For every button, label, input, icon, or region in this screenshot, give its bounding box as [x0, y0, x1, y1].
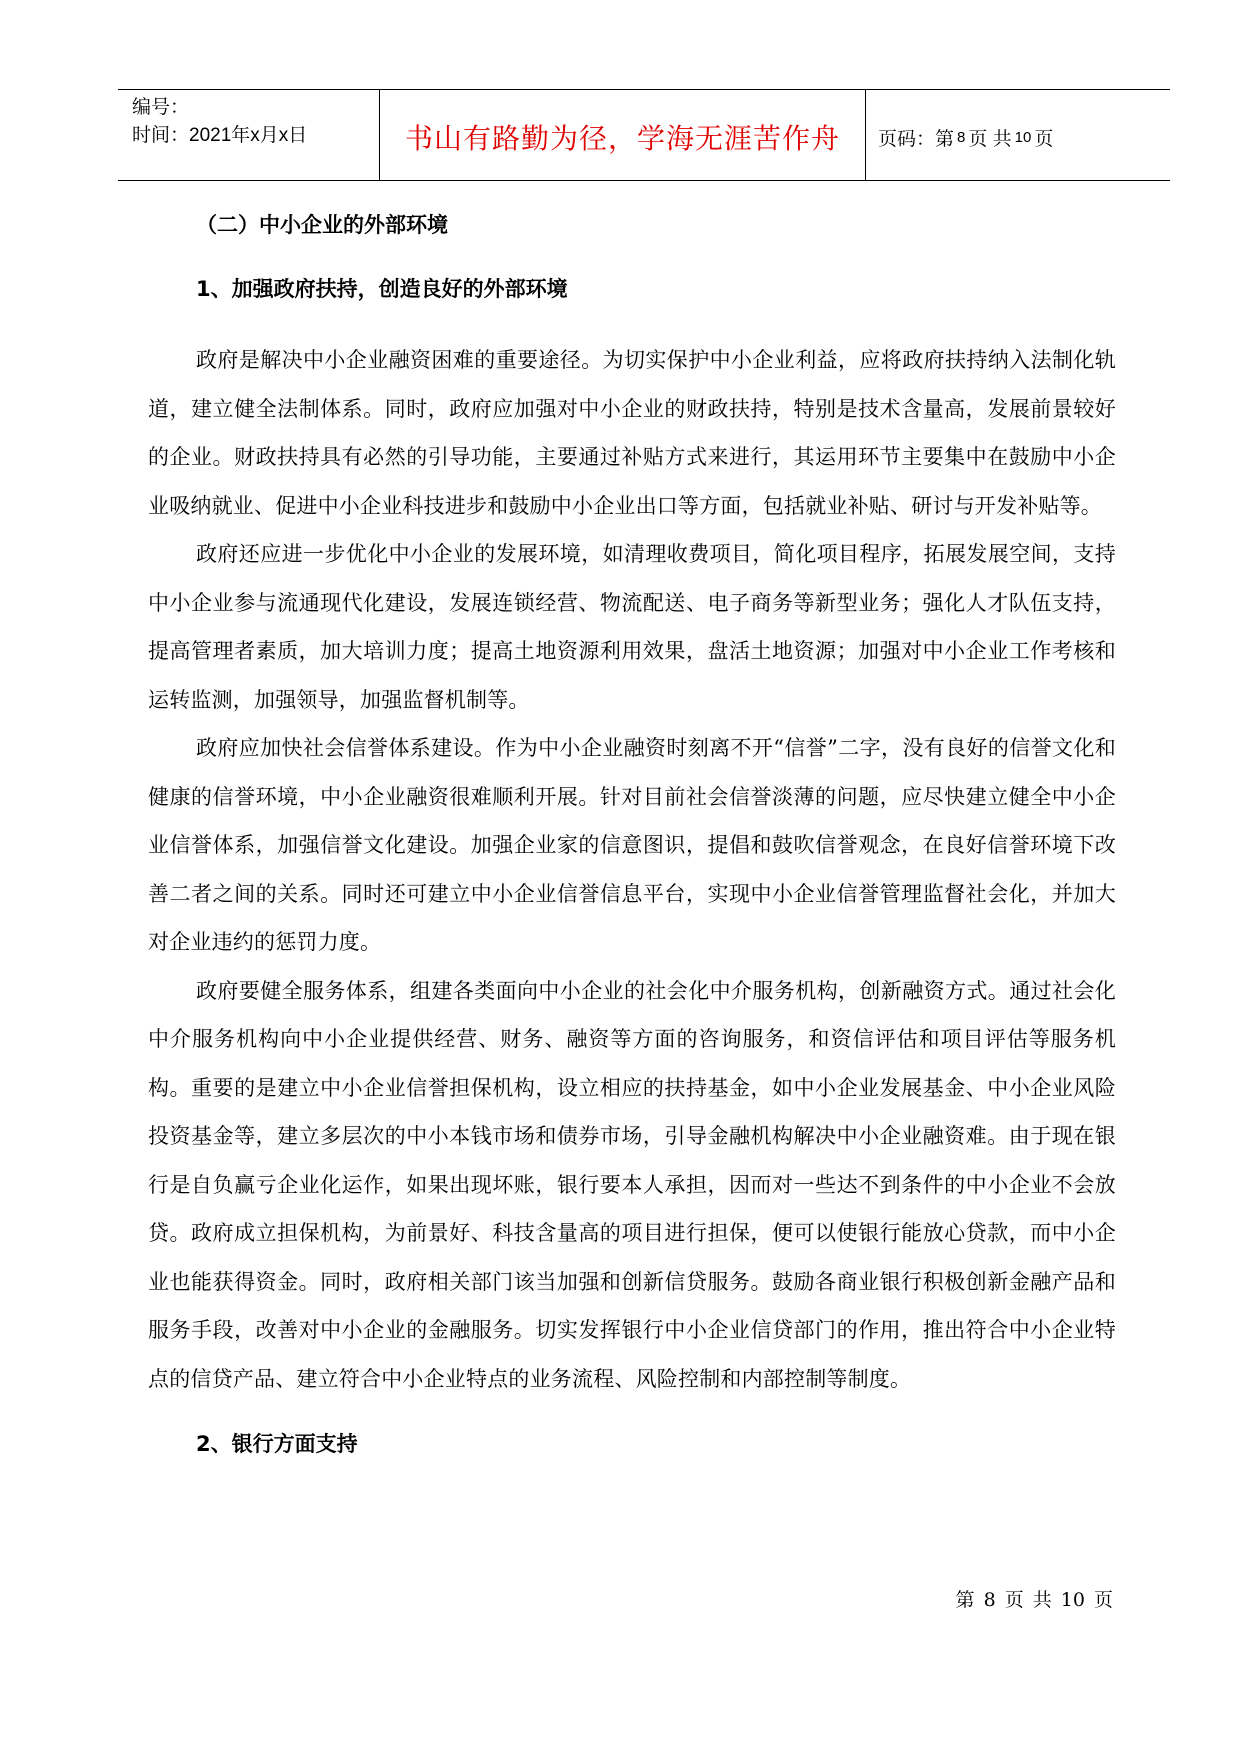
- page-mid: 页 共: [968, 128, 1012, 150]
- page-total: 10: [1014, 128, 1032, 146]
- page-footer: 第 8 页 共 10 页: [955, 1589, 1113, 1611]
- page-header: [118, 89, 1170, 181]
- document-time: 时间：2021年x月x日: [132, 125, 308, 146]
- header-page-number: [866, 90, 1170, 180]
- paragraph-4: 政府要健全服务体系，组建各类面向中小企业的社会化中介服务机构，创新融资方式。通过社会化中介服务机构向中小企业提供经营、财务、融资等方面的咨询服务，和资信评估和项目评估等服务机构。重要的是建立中小企业信誉担保机构，设立相应的扶持基金，如中小企业发展基金、中小企业风险投资基金等，建立多层次的中小本钱市场和债券市场，引导金融机构解决中小企业融资难。由于现在银行是自负赢亏企业化运作，如果出现坏账，银行要本人承担，因而对一些达不到条件的中小企业不会放贷。政府成立担保机构，为前景好、科技含量高的项目进行担保，便可以使银行能放心贷款，而中小企业也能获得资金。同时，政府相关部门该当加强和创新信贷服务。鼓励各商业银行积极创新金融产品和服务手段，改善对中小企业的金融服务。切实发挥银行中小企业信贷部门的作用，推出符合中小企业特点的信贷产品、建立符合中小企业特点的业务流程、风险控制和内部控制等制度。: [148, 978, 1116, 1391]
- sub-heading-1: 1、加强政府扶持，创造良好的外部环境: [196, 277, 568, 301]
- document-body: [148, 210, 1116, 1459]
- paragraph-1: 政府是解决中小企业融资困难的重要途径。为切实保护中小企业利益，应将政府扶持纳入法制化轨道，建立健全法制体系。同时，政府应加强对中小企业的财政扶持，特别是技术含量高，发展前景较好的企业。财政扶持具有必然的引导功能，主要通过补贴方式来进行，其运用环节主要集中在鼓励中小企业吸纳就业、促进中小企业科技进步和鼓励中小企业出口等方面，包括就业补贴、研讨与开发补贴等。: [148, 348, 1116, 518]
- paragraph-2: 政府还应进一步优化中小企业的发展环境，如清理收费项目，简化项目程序，拓展发展空间，支持中小企业参与流通现代化建设，发展连锁经营、物流配送、电子商务等新型业务；强化人才队伍支持，提高管理者素质，加大培训力度；提高土地资源利用效果，盘活土地资源；加强对中小企业工作考核和运转监测，加强领导，加强监督机制等。: [148, 542, 1116, 712]
- page-current: 8: [957, 128, 966, 146]
- header-motto: 书山有路勤为径，学海无涯苦作舟: [380, 90, 866, 180]
- paragraph-3: 政府应加快社会信誉体系建设。作为中小企业融资时刻离不开“信誉”二字，没有良好的信誉文化和健康的信誉环境，中小企业融资很难顺利开展。针对目前社会信誉淡薄的问题，应尽快建立健全中小企业信誉体系，加强信誉文化建设。加强企业家的信意图识，提倡和鼓吹信誉观念，在良好信誉环境下改善二者之间的关系。同时还可建立中小企业信誉信息平台，实现中小企业信誉管理监督社会化，并加大对企业违约的惩罚力度。: [148, 736, 1116, 954]
- header-meta: [118, 90, 380, 180]
- section-heading: （二）中小企业的外部环境: [196, 213, 448, 237]
- document-number-label: 编号：: [132, 97, 190, 118]
- page-suffix: 页: [1034, 128, 1054, 150]
- sub-heading-2: 2、银行方面支持: [196, 1432, 358, 1456]
- page-prefix: 页码：第: [878, 128, 955, 150]
